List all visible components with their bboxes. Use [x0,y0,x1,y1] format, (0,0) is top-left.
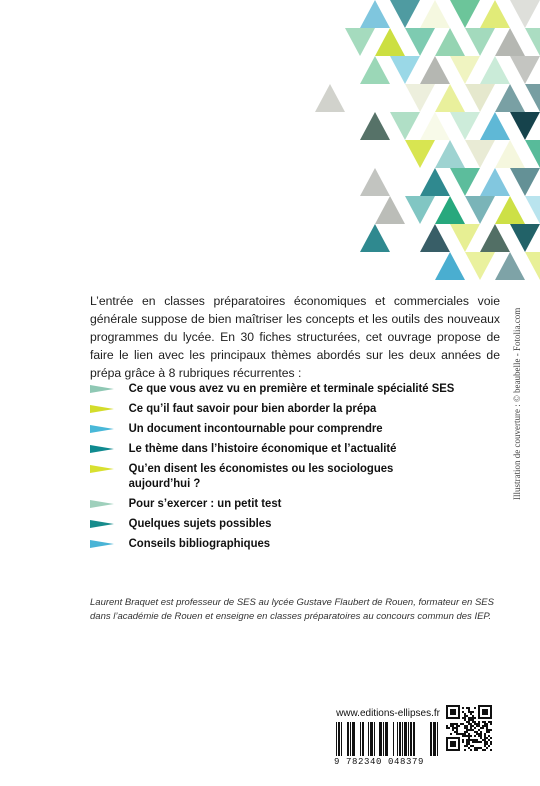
qr-module [486,737,488,739]
qr-module [488,729,490,731]
qr-module [466,743,468,745]
qr-module [464,713,466,715]
mosaic-triangle [495,140,525,168]
qr-module [486,725,488,727]
qr-module [468,733,470,735]
triangle-marker-icon [90,405,114,413]
qr-module [480,737,482,739]
mosaic-triangle [450,224,480,252]
mosaic-triangle [510,112,540,140]
qr-module [472,729,474,731]
barcode-bar [362,722,364,756]
qr-module [470,719,472,721]
qr-module [480,731,482,733]
mosaic-triangle [435,196,465,224]
barcode-bar [404,722,407,756]
qr-module [468,743,470,745]
barcode-bar [368,722,369,756]
barcode-bar [433,722,436,756]
qr-module [456,727,458,729]
triangle-mosaic-illustration [0,0,540,290]
qr-module [464,731,466,733]
qr-module [476,739,478,741]
barcode-bar [379,722,382,756]
qr-module [482,709,488,715]
qr-module [484,745,486,747]
qr-module [476,741,478,743]
qr-module [476,731,478,733]
qr-module [468,737,470,739]
qr-module [478,721,480,723]
rubric-item [90,536,458,551]
qr-module [468,711,470,713]
mosaic-triangle [480,112,510,140]
qr-module [482,725,484,727]
qr-module [474,731,476,733]
qr-module [450,723,452,725]
qr-module [468,717,470,719]
qr-module [484,737,486,739]
qr-module [484,733,486,735]
mosaic-triangle [360,56,390,84]
barcode-bar [350,722,351,756]
rubric-label: Ce qu’il faut savoir pour bien aborder la prépa [128,401,377,415]
rubric-label: Un document incontournable pour comprendre [128,421,383,435]
mosaic-triangle [495,28,525,56]
qr-module [486,741,488,743]
qr-module [454,731,456,733]
qr-module [462,741,464,743]
qr-module [482,727,484,729]
qr-module [466,727,468,729]
qr-module [484,723,486,725]
qr-module [468,707,470,709]
qr-module [482,749,484,751]
qr-module [474,747,476,749]
qr-module [472,741,474,743]
rubric-item [90,496,458,511]
qr-module [480,735,482,737]
barcode-bar [413,722,415,756]
intro-paragraph: L’entrée en classes préparatoires économiques et commerciales voie générale suppose de bien maîtriser les concepts et les outils des nouveaux programmes du lycée. En 30 fiches structurées, cet ouvrage propose de faire le lien avec les principaux thèmes abordés sur les deux années de prépa grâce à 8 rubriques récurrentes : [90,294,500,380]
qr-module [486,729,488,731]
qr-module [462,711,464,713]
barcode-bar [408,722,409,756]
qr-module [478,723,480,725]
qr-module [468,741,470,743]
isbn-number: 9 782340 048379 [334,757,425,767]
triangle-marker-icon [90,425,114,433]
cover-credit: Illustration de couverture : © beaubelle - Fotolia.com [512,307,522,500]
qr-module [478,733,480,735]
qr-module [468,719,470,721]
mosaic-triangle [420,112,450,140]
qr-module [488,721,490,723]
mosaic-triangle [465,28,495,56]
rubric-label: Pour s’exercer : un petit test [128,496,282,510]
qr-module [480,747,482,749]
qr-module [484,725,486,727]
mosaic-triangle [420,224,450,252]
mosaic-triangle [450,56,480,84]
mosaic-triangle [360,0,390,28]
qr-module [466,731,468,733]
qr-module [460,723,462,725]
rubric-item [90,421,458,436]
qr-module [490,723,492,725]
qr-module [456,733,458,735]
barcode-bar [338,722,340,756]
mosaic-triangle [435,28,465,56]
qr-module [468,723,470,725]
qr-module [454,723,456,725]
barcode-bar [393,722,394,756]
mosaic-triangle [480,168,510,196]
barcode-bar [397,722,398,756]
qr-module [472,719,474,721]
rubric-label: Ce que vous avez vu en première et terminale spécialité SES [128,381,455,395]
mosaic-triangle [525,252,540,280]
qr-module [470,749,472,751]
qr-module [484,721,486,723]
qr-module [456,731,458,733]
mosaic-triangle [495,196,525,224]
triangle-marker-icon [90,500,114,508]
author-bio: Laurent Braquet est professeur de SES au lycée Gustave Flaubert de Rouen, formateur en SES dans l’académie de Rouen et enseigne en classes préparatoires au concours commun des IEP. [90,597,494,622]
qr-module [470,713,472,715]
qr-module [464,735,466,737]
qr-module [476,747,478,749]
qr-module [474,739,476,741]
qr-module [468,729,470,731]
qr-module [470,711,472,713]
triangle-marker-icon [90,465,114,473]
qr-module [474,707,476,709]
qr-module [470,717,472,719]
qr-module [476,723,478,725]
qr-module [462,735,464,737]
rubric-label: Conseils bibliographiques [128,536,271,550]
qr-module [484,749,486,751]
barcode-bar [430,722,432,756]
publisher-website: www.editions-ellipses.fr [336,708,440,719]
mosaic-triangle [465,252,495,280]
mosaic-triangle [345,28,375,56]
mosaic-triangle [360,112,390,140]
qr-module [472,745,474,747]
qr-module [464,745,466,747]
qr-module [450,709,456,715]
qr-module [486,747,488,749]
mosaic-triangle [375,196,405,224]
qr-module [462,733,464,735]
qr-module [458,733,460,735]
qr-module [484,741,486,743]
qr-module [464,725,466,727]
mosaic-triangle [360,224,390,252]
mosaic-triangle [525,140,540,168]
qr-module [472,739,474,741]
qr-module [470,723,472,725]
mosaic-triangle [360,168,390,196]
qr-module [476,749,478,751]
mosaic-triangle [450,112,480,140]
qr-module [464,719,466,721]
qr-module [488,731,490,733]
mosaic-triangle [480,56,510,84]
barcode-bar [374,722,375,756]
qr-module [466,741,468,743]
barcode-bar [399,722,401,756]
qr-module [458,725,460,727]
qr-module [480,727,482,729]
qr-module [470,727,472,729]
qr-module [450,741,456,747]
qr-module [472,715,474,717]
qr-module [462,707,464,709]
qr-module [454,727,456,729]
qr-module [490,737,492,739]
qr-module [466,729,468,731]
qr-module [470,725,472,727]
qr-module [462,739,464,741]
mosaic-triangle [465,140,495,168]
qr-module [474,727,476,729]
qr-module [464,715,466,717]
qr-module [472,717,474,719]
mosaic-triangle [435,84,465,112]
qr-module [472,725,474,727]
qr-module [466,735,468,737]
barcode-bar [370,722,373,756]
mosaic-triangle [510,168,540,196]
qr-module [456,723,458,725]
mosaic-triangle [315,84,345,112]
qr-module [446,725,448,727]
qr-module [484,735,486,737]
mosaic-triangle [390,0,420,28]
qr-module [464,727,466,729]
mosaic-triangle [405,84,435,112]
barcode-bar [336,722,337,756]
qr-module [466,739,468,741]
qr-module [478,735,480,737]
mosaic-triangle [510,56,540,84]
qr-module [490,729,492,731]
qr-module [482,739,484,741]
rubric-item [90,461,458,491]
qr-module [462,717,464,719]
mosaic-triangle [390,56,420,84]
mosaic-triangle [420,56,450,84]
qr-module [488,739,490,741]
qr-module [478,725,480,727]
qr-module [470,735,472,737]
qr-module [470,745,472,747]
mosaic-triangle [495,252,525,280]
qr-module [464,749,466,751]
qr-module [486,723,488,725]
mosaic-triangle [465,84,495,112]
mosaic-triangle [495,84,525,112]
mosaic-triangle [435,252,465,280]
qr-module [480,733,482,735]
qr-module [484,743,486,745]
qr-code-icon [446,705,492,751]
qr-module [488,735,490,737]
qr-module [486,743,488,745]
barcode-bar [410,722,412,756]
barcode-bar [360,722,361,756]
qr-module [446,727,448,729]
barcode-bar [385,722,388,756]
qr-module [460,733,462,735]
qr-module [478,729,480,731]
qr-module [472,711,474,713]
qr-module [456,729,458,731]
qr-module [490,721,492,723]
triangle-marker-icon [90,385,114,393]
qr-module [480,741,482,743]
barcode-bar [437,722,438,756]
qr-module [468,747,470,749]
qr-module [462,723,464,725]
qr-module [452,729,454,731]
qr-module [490,749,492,751]
rubric-label: Le thème dans l’histoire économique et l’actualité [128,441,397,455]
qr-module [468,735,470,737]
mosaic-triangle [390,112,420,140]
qr-module [484,739,486,741]
qr-module [466,745,468,747]
qr-module [450,733,452,735]
triangle-marker-icon [90,540,114,548]
qr-module [468,709,470,711]
mosaic-triangle [420,0,450,28]
mosaic-triangle [375,28,405,56]
qr-module [452,725,454,727]
mosaic-triangle [405,196,435,224]
rubric-item [90,381,458,396]
qr-module [488,745,490,747]
mosaic-triangle [510,0,540,28]
mosaic-triangle [420,168,450,196]
mosaic-triangle [405,140,435,168]
rubric-item [90,441,458,456]
mosaic-triangle [450,168,480,196]
qr-module [452,723,454,725]
mosaic-triangle [465,196,495,224]
barcode-bar [402,722,403,756]
mosaic-triangle [405,28,435,56]
qr-module [464,717,466,719]
qr-module [472,721,474,723]
barcode-bar [341,722,342,756]
mosaic-triangle [435,140,465,168]
qr-module [486,731,488,733]
barcode-bar [383,722,384,756]
qr-module [468,721,470,723]
qr-module [468,739,470,741]
rubric-label: Qu’en disent les économistes ou les sociologues aujourd’hui ? [128,461,394,490]
mosaic-triangle [525,196,540,224]
qr-module [466,725,468,727]
qr-module [464,733,466,735]
qr-module [456,725,458,727]
qr-module [476,733,478,735]
qr-module [470,729,472,731]
qr-module [490,741,492,743]
qr-module [474,717,476,719]
rubric-list [90,381,490,556]
qr-module [474,749,476,751]
mosaic-triangle [510,224,540,252]
qr-module [482,721,484,723]
qr-module [486,727,488,729]
barcode-icon [332,722,444,756]
qr-module [474,741,476,743]
qr-module [466,715,468,717]
barcode-bar [347,722,349,756]
qr-module [478,741,480,743]
qr-module [448,727,450,729]
qr-module [452,727,454,729]
triangle-marker-icon [90,445,114,453]
rubric-item [90,516,458,531]
rubric-item [90,401,458,416]
triangle-marker-icon [90,520,114,528]
qr-module [450,725,452,727]
mosaic-triangle [480,224,510,252]
mosaic-triangle [525,28,540,56]
qr-module [490,743,492,745]
qr-module [474,735,476,737]
qr-module [476,725,478,727]
rubric-label: Quelques sujets possibles [128,516,272,530]
mosaic-triangle [450,0,480,28]
qr-module [466,721,468,723]
barcode-bar [352,722,355,756]
qr-module [474,721,476,723]
qr-module [474,723,476,725]
qr-module [470,739,472,741]
qr-module [466,707,468,709]
mosaic-triangle [525,84,540,112]
mosaic-triangle [480,0,510,28]
qr-module [478,747,480,749]
